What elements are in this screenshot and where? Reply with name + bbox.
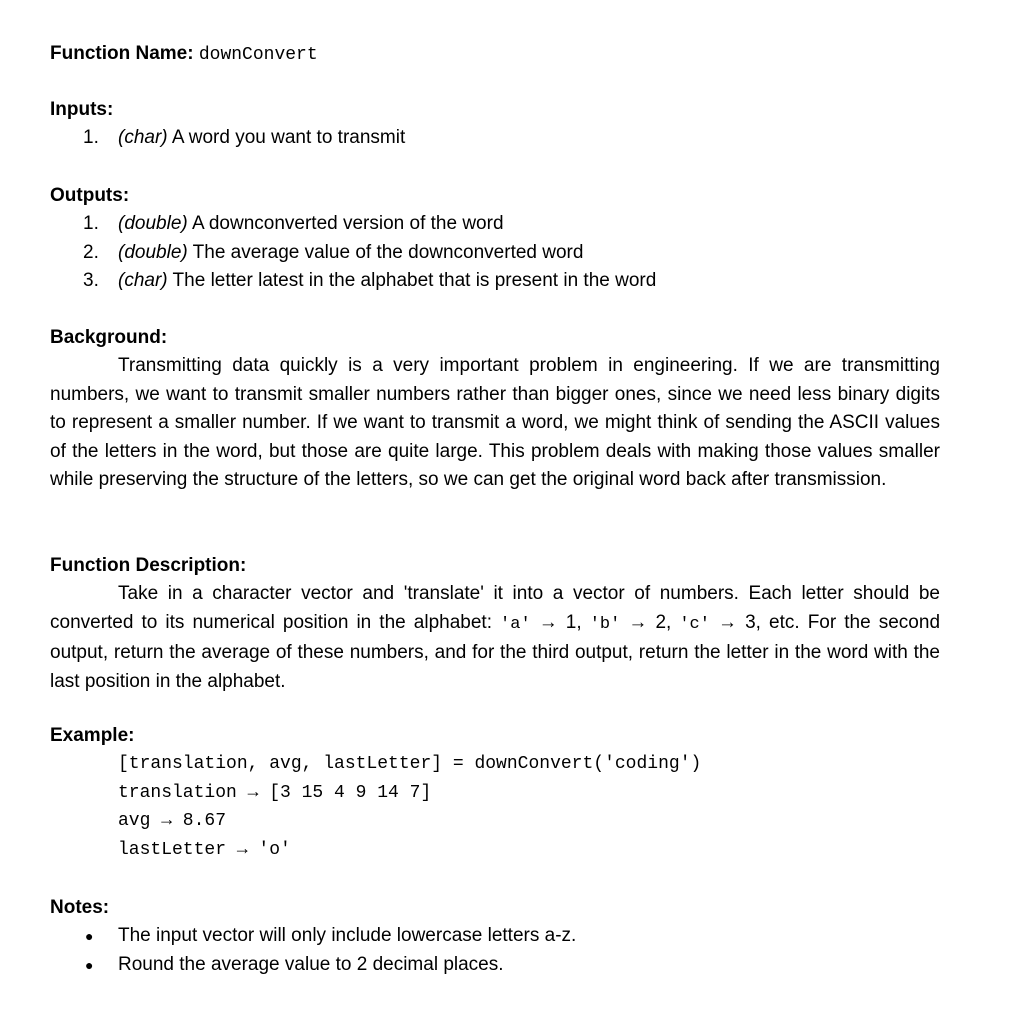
outputs-section — [50, 182, 940, 296]
input-item-type: (char) — [118, 127, 168, 148]
inputs-heading: Inputs: — [50, 99, 114, 120]
example-code-line: [translation, avg, lastLetter] = downConvert('coding') — [118, 754, 702, 774]
output-item-type: (double) — [118, 241, 188, 263]
bullet-icon: ● — [85, 956, 94, 973]
background-heading: Background: — [50, 327, 168, 348]
outputs-heading: Outputs: — [50, 185, 130, 206]
example-code-line: avg → 8.67 — [118, 811, 227, 832]
fd-map-c-val: → 3 — [709, 611, 756, 633]
note-text: The input vector will only include lowercase letters a-z. — [118, 925, 577, 946]
notes-heading: Notes: — [50, 897, 110, 918]
note-text: Round the average value to 2 decimal places. — [118, 953, 504, 975]
function-name-heading — [50, 40, 940, 69]
input-item — [50, 124, 940, 153]
output-item-text: A downconverted version of the word — [187, 213, 504, 234]
output-item-number: 2. — [83, 241, 99, 263]
fd-map-a-char: 'a' — [500, 614, 531, 634]
function-description-heading: Function Description: — [50, 555, 247, 576]
input-item-text: A word you want to transmit — [167, 127, 406, 148]
function-name-label: Function Name: — [50, 43, 194, 64]
output-item-text: The average value of the downconverted word — [187, 241, 584, 263]
example-code-line: lastLetter → 'o' — [118, 840, 291, 861]
example-heading: Example: — [50, 725, 135, 746]
example-code-line: translation → [3 15 4 9 14 7] — [118, 782, 432, 803]
background-text: Transmitting data quickly is a very important problem in engineering. If we are transmitting numbers, we want to transmit smaller numbers rather than bigger ones, since we need less binary digits to represent a smaller number. If we want to transmit a word, we might think of sending the ASCII values of the letters in the word, but those are quite large. This problem deals with making those values smaller while preserving the structure of the letters, so we can get the original word back after transmission. — [50, 355, 940, 491]
output-item-type: (double) — [118, 213, 188, 234]
notes-section — [50, 894, 940, 979]
background-paragraph — [50, 352, 940, 495]
output-item — [50, 267, 940, 296]
fd-map-b-char: 'b' — [589, 614, 621, 634]
output-item — [50, 210, 940, 239]
bullet-icon: ● — [85, 928, 94, 944]
fd-text-part2: , etc. For the second output, return the average of these numbers, and for the third output, return the letter in the word with the last position in the alphabet. — [50, 611, 941, 692]
output-item-number: 3. — [83, 270, 99, 291]
output-item-number: 1. — [83, 213, 99, 234]
output-item-text: The letter latest in the alphabet that is present in the word — [167, 270, 657, 291]
input-item-number: 1. — [83, 127, 99, 148]
background-section — [50, 324, 940, 495]
fd-map-b-val: → 2, — [620, 611, 680, 633]
note-item — [50, 951, 940, 980]
function-name-value: downConvert — [198, 45, 318, 65]
fd-map-c-char: 'c' — [679, 614, 710, 634]
output-item-type: (char) — [118, 270, 168, 291]
function-description-section — [50, 552, 940, 696]
output-item — [50, 239, 940, 268]
fd-map-a-val: → 1, — [530, 611, 590, 633]
function-description-paragraph — [50, 580, 940, 696]
note-item — [50, 922, 940, 951]
inputs-section — [50, 96, 940, 153]
example-section — [50, 722, 940, 865]
fd-text-part1: Take in a character vector and 'translate' it into a vector of numbers. Each letter should be converted to its numerical position in the alphabet: — [50, 583, 940, 633]
